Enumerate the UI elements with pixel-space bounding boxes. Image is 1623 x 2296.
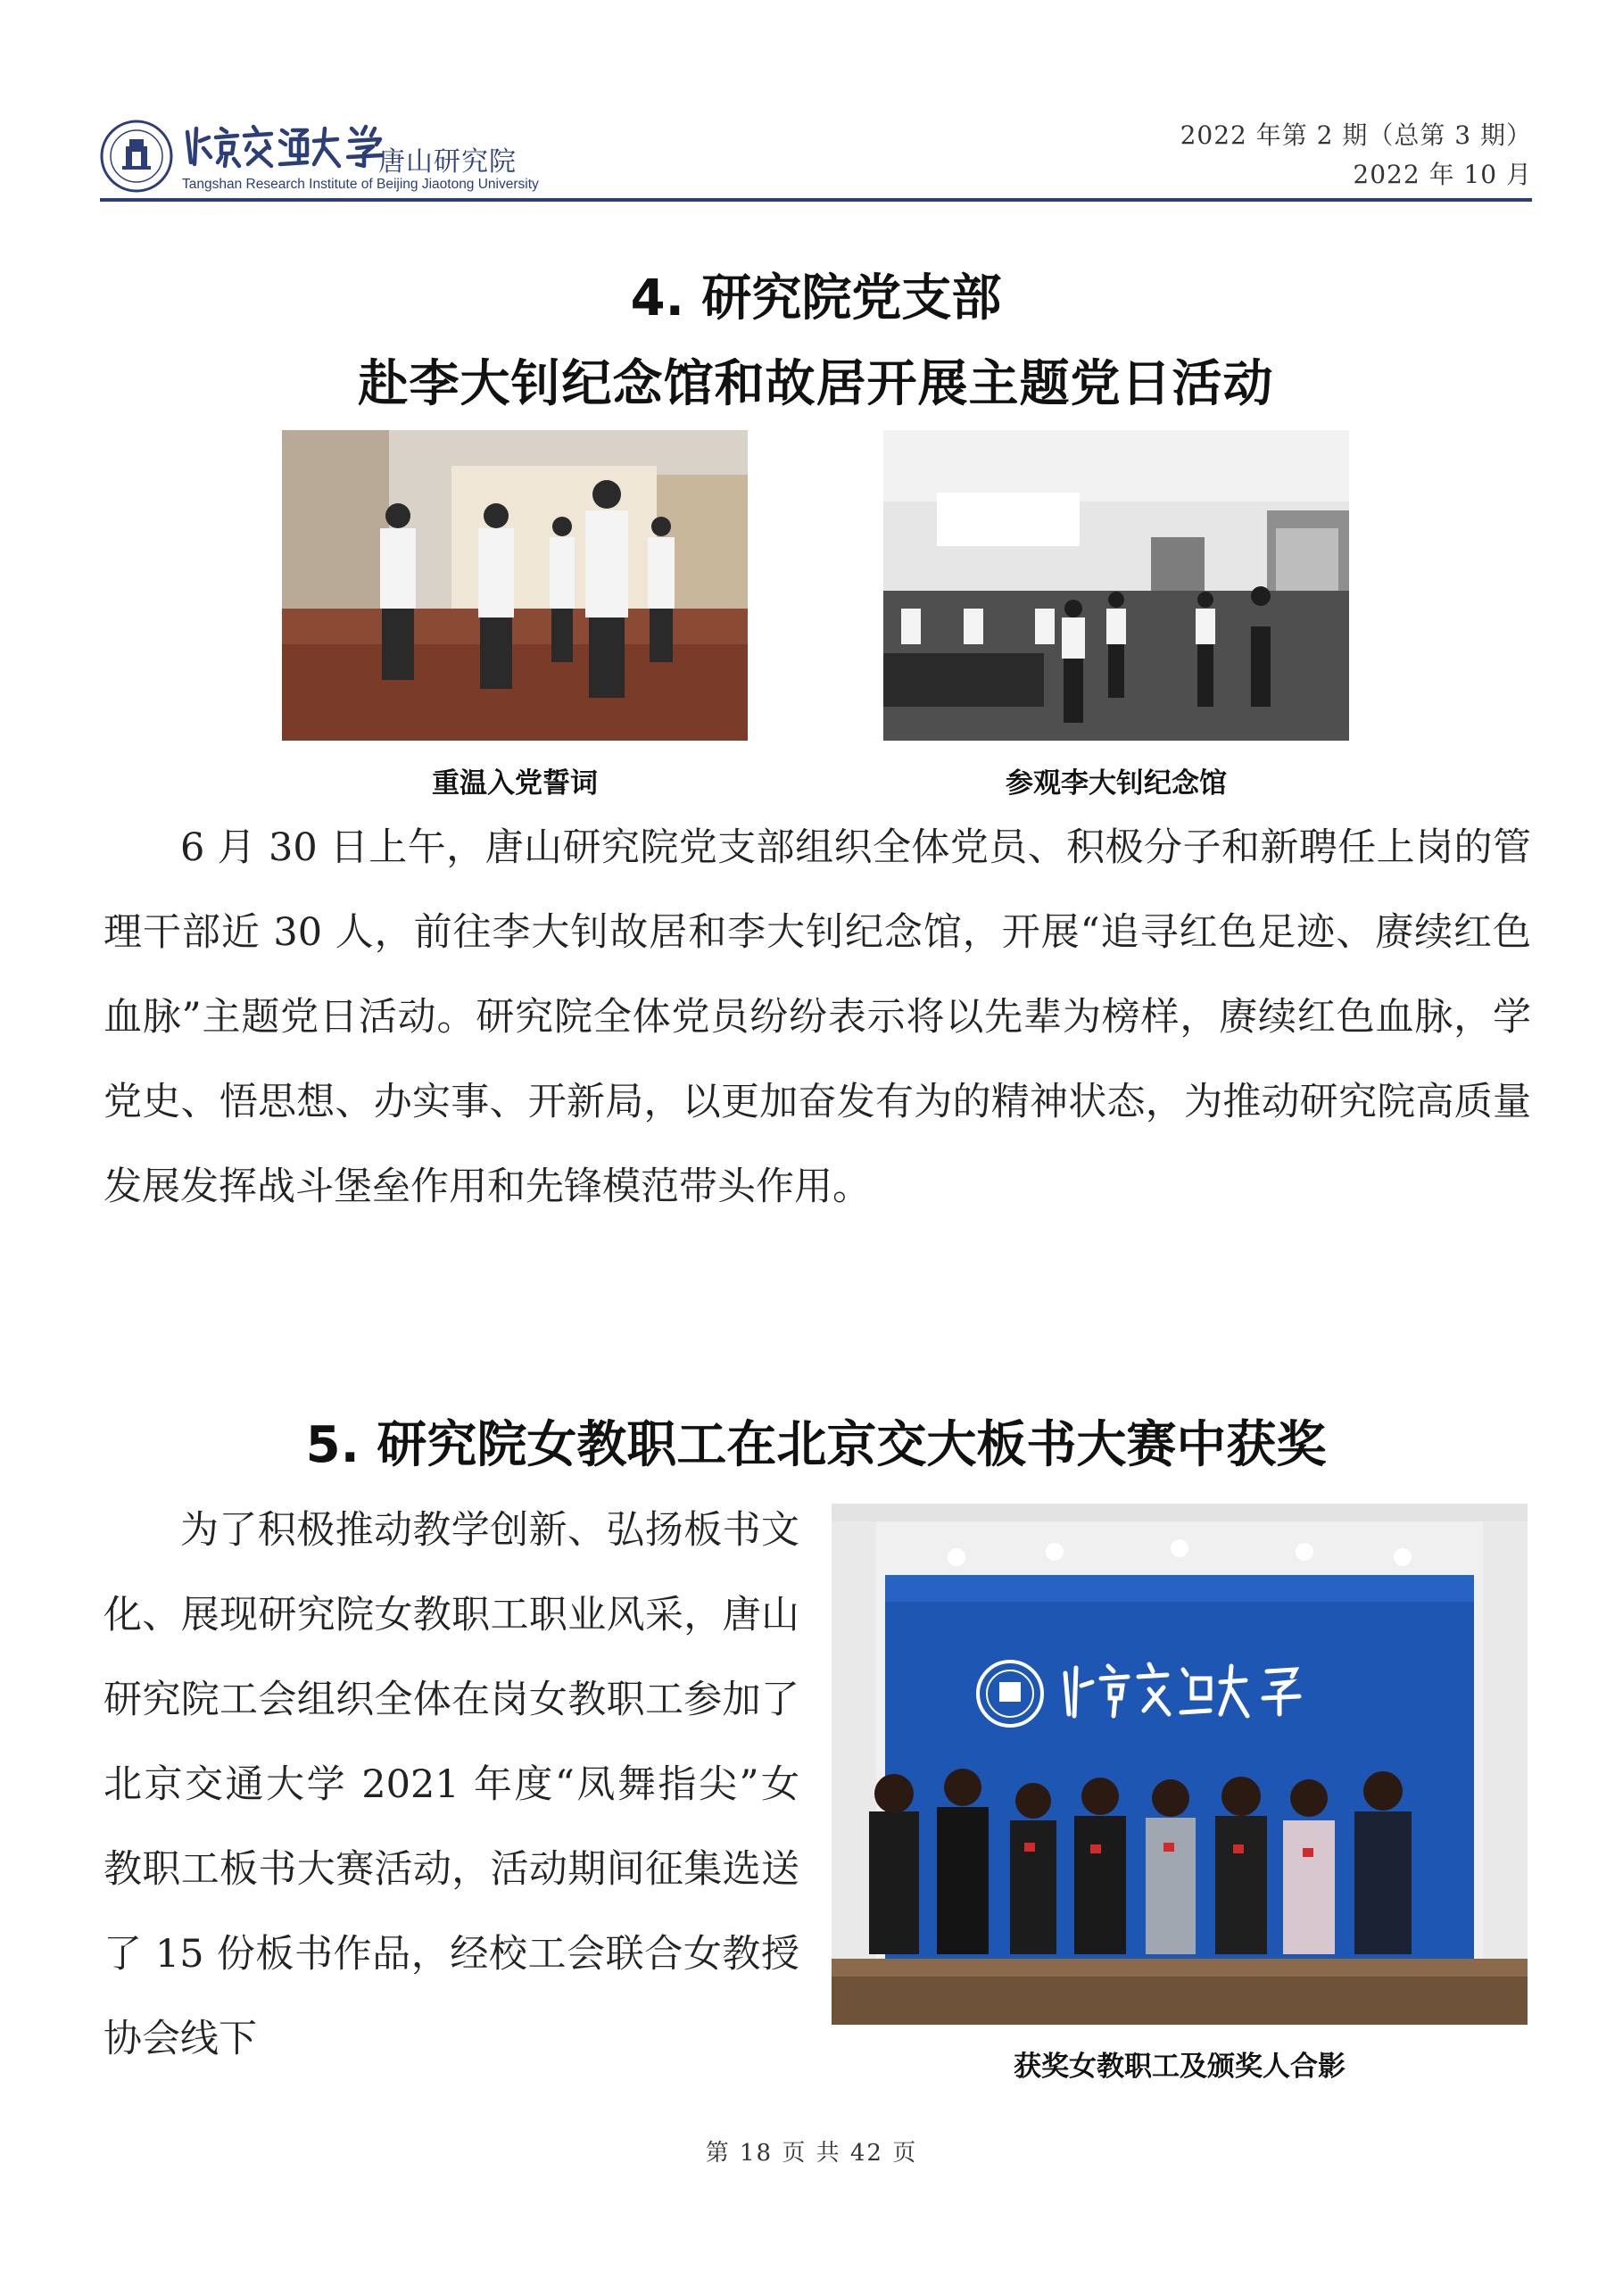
section-4-subtitle: 赴李大钊纪念馆和故居开展主题党日活动 — [358, 355, 1274, 413]
issue-number: 2022 年第 2 期（总第 3 期） — [1180, 120, 1532, 150]
university-emblem-icon — [100, 120, 173, 193]
page-number: 第 18 页 共 42 页 — [705, 2140, 918, 2167]
photo-memorial-hall — [883, 430, 1349, 741]
section-5-title: 5. 研究院女教职工在北京交大板书大赛中获奖 — [305, 1416, 1327, 1474]
photo-oath — [282, 430, 748, 741]
section-4-title: 4. 研究院党支部 — [630, 269, 1002, 327]
photo-memorial-caption: 参观李大钊纪念馆 — [1006, 767, 1227, 800]
header-divider — [100, 198, 1532, 202]
page-header — [100, 114, 1532, 200]
issue-date: 2022 年 10 月 — [1353, 160, 1532, 189]
institute-english-name: Tangshan Research Institute of Beijing Jiaotong University — [182, 177, 539, 192]
photo-award-group — [832, 1504, 1528, 2025]
section-5-paragraph: 为了积极推动教学创新、弘扬板书文化、展现研究院女教职工职业风采，唐山研究院工会组织全体在岗女教职工参加了北京交通大学 2021 年度“凤舞指尖”女教职工板书大赛活动，活动期间征集选送了 15 份板书作品，经校工会联合女教授协会线下 — [104, 1508, 799, 2061]
photo-award-caption: 获奖女教职工及颁奖人合影 — [1014, 2051, 1346, 2083]
institute-name: 唐山研究院 — [378, 146, 517, 178]
university-calligraphy-logo — [182, 121, 405, 171]
photo-oath-caption: 重温入党誓词 — [432, 767, 598, 800]
section-4-paragraph: 6 月 30 日上午，唐山研究院党支部组织全体党员、积极分子和新聘任上岗的管理干部近 30 人，前往李大钊故居和李大钊纪念馆，开展“追寻红色足迹、赓续红色血脉”主题党日活动。研究院全体党员纷纷表示将以先辈为榜样，赓续红色血脉，学党史、悟思想、办实事、开新局，以更加奋发有为的精神状态，为推动研究院高质量发展发挥战斗堡垒作用和先锋模范带头作用。 — [104, 825, 1531, 1209]
